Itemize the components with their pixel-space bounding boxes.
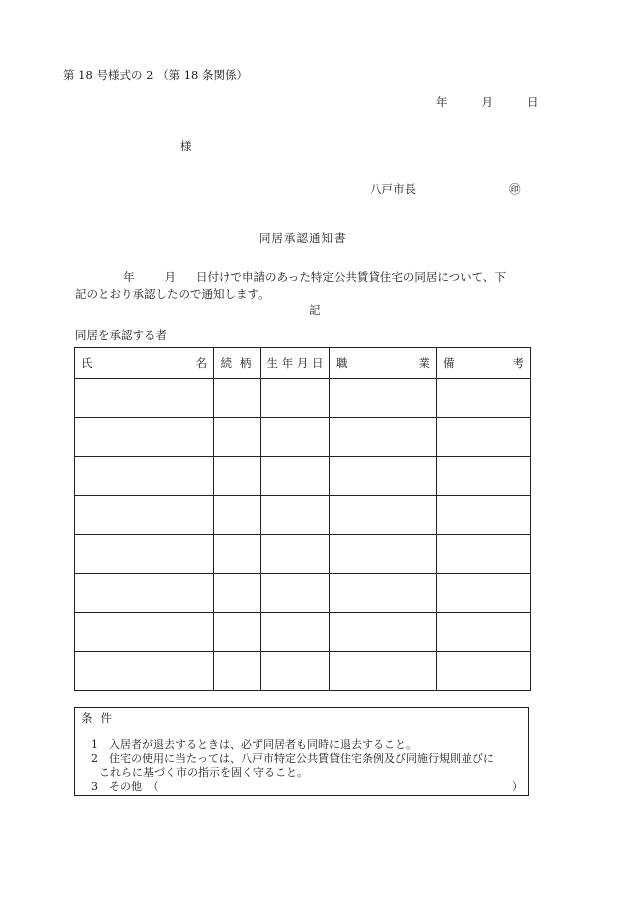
col-relation-header — [214, 348, 261, 379]
table-header-row — [75, 348, 531, 379]
col-birthdate-label: 生 年 月 日 — [266, 356, 324, 370]
cell-occupation[interactable] — [330, 379, 437, 418]
table-row — [75, 496, 531, 535]
members-table — [74, 347, 531, 691]
cell-relation[interactable] — [214, 496, 261, 535]
table-row — [75, 613, 531, 652]
cell-name[interactable] — [75, 496, 214, 535]
cell-birthdate[interactable] — [261, 457, 330, 496]
body-month-label: 月 — [164, 270, 176, 284]
addressee-suffix: 様 — [180, 139, 192, 153]
date-year-label: 年 — [436, 95, 448, 109]
col-remarks-right: 考 — [512, 356, 524, 370]
col-name-header — [75, 348, 214, 379]
cell-occupation[interactable] — [330, 496, 437, 535]
cell-birthdate[interactable] — [261, 496, 330, 535]
cell-name[interactable] — [75, 574, 214, 613]
conditions-title: 条件 — [81, 711, 120, 725]
form-number: 第 18 号様式の 2 （第 18 条関係） — [63, 68, 249, 82]
cell-relation[interactable] — [214, 574, 261, 613]
col-occupation-header — [330, 348, 437, 379]
date-line — [436, 94, 539, 110]
seal-mark: ㊞ — [509, 182, 521, 196]
cell-relation[interactable] — [214, 652, 261, 691]
condition-item-2-continued: これらに基づく市の指示を固く守ること。 — [99, 766, 308, 779]
table-row — [75, 379, 531, 418]
table-row — [75, 535, 531, 574]
cell-birthdate[interactable] — [261, 418, 330, 457]
col-remarks-left: 備 — [443, 356, 455, 370]
body-line-2: 記のとおり承認したので通知します。 — [75, 287, 270, 301]
condition-item-1: 1 入居者が退去するときは、必ず同居者も同時に退去すること。 — [91, 738, 417, 751]
cell-remarks[interactable] — [437, 418, 531, 457]
table-caption: 同居を承認する者 — [75, 328, 167, 342]
cell-birthdate[interactable] — [261, 613, 330, 652]
body-year-label: 年 — [123, 270, 135, 284]
col-occupation-right: 業 — [418, 356, 430, 370]
cell-remarks[interactable] — [437, 457, 531, 496]
cell-name[interactable] — [75, 379, 214, 418]
col-name-left: 氏 — [81, 356, 93, 370]
table-row — [75, 418, 531, 457]
body-line-1 — [123, 269, 506, 285]
cell-relation[interactable] — [214, 379, 261, 418]
cell-occupation[interactable] — [330, 613, 437, 652]
cell-relation[interactable] — [214, 535, 261, 574]
col-name-right: 名 — [195, 356, 207, 370]
col-remarks-header — [437, 348, 531, 379]
cell-name[interactable] — [75, 457, 214, 496]
table-row — [75, 457, 531, 496]
cell-occupation[interactable] — [330, 574, 437, 613]
condition-item-3-close: ） — [512, 780, 523, 793]
date-day-label: 日 — [527, 95, 539, 109]
col-relation-label: 続 柄 — [220, 356, 254, 370]
cell-occupation[interactable] — [330, 418, 437, 457]
cell-remarks[interactable] — [437, 379, 531, 418]
table-row — [75, 652, 531, 691]
date-month-label: 月 — [481, 95, 493, 109]
conditions-box — [74, 707, 529, 796]
cell-occupation[interactable] — [330, 457, 437, 496]
cell-remarks[interactable] — [437, 535, 531, 574]
col-occupation-left: 職 — [336, 356, 348, 370]
cell-remarks[interactable] — [437, 496, 531, 535]
cell-remarks[interactable] — [437, 574, 531, 613]
cell-birthdate[interactable] — [261, 535, 330, 574]
cell-remarks[interactable] — [437, 652, 531, 691]
condition-item-3: 3 その他 （ — [91, 780, 159, 793]
cell-occupation[interactable] — [330, 535, 437, 574]
cell-relation[interactable] — [214, 418, 261, 457]
cell-birthdate[interactable] — [261, 574, 330, 613]
cell-birthdate[interactable] — [261, 379, 330, 418]
table-body — [75, 379, 531, 691]
cell-name[interactable] — [75, 613, 214, 652]
ki-heading: 記 — [309, 303, 321, 317]
cell-occupation[interactable] — [330, 652, 437, 691]
body-line-1-text: 日付けで申請のあった特定公共賃貸住宅の同居について、下 — [196, 270, 506, 284]
document-title: 同居承認通知書 — [259, 231, 347, 245]
cell-name[interactable] — [75, 418, 214, 457]
col-birthdate-header — [261, 348, 330, 379]
table-row — [75, 574, 531, 613]
condition-item-2: 2 住宅の使用に当たっては、八戸市特定公共賃貸住宅条例及び同施行規則並びに — [91, 752, 494, 765]
cell-relation[interactable] — [214, 457, 261, 496]
cell-name[interactable] — [75, 535, 214, 574]
issuer-name: 八戸市長 — [370, 182, 416, 196]
cell-remarks[interactable] — [437, 613, 531, 652]
cell-name[interactable] — [75, 652, 214, 691]
cell-relation[interactable] — [214, 613, 261, 652]
cell-birthdate[interactable] — [261, 652, 330, 691]
